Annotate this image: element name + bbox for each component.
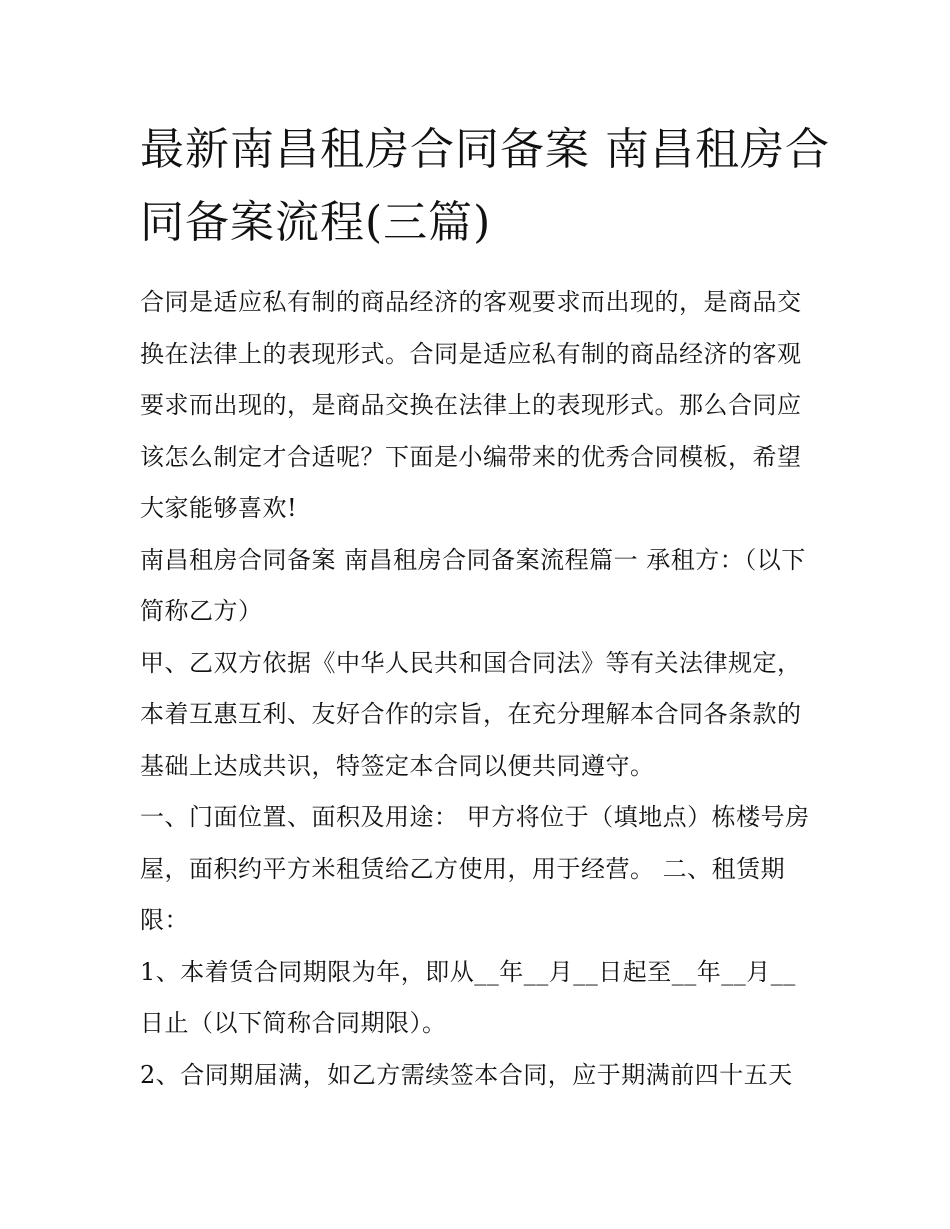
document-body bbox=[140, 277, 820, 1101]
paragraph-term-1: 1、本着赁合同期限为年，即从__年__月__日起至__年__月__日止（以下简称合同期限）。 bbox=[140, 957, 796, 1037]
paragraph-lessee: 南昌租房合同备案 南昌租房合同备案流程篇一 承租方：（以下简称乙方） bbox=[140, 545, 806, 625]
paragraph-term-2: 2、合同期届满，如乙方需续签本合同，应于期满前四十五天 bbox=[140, 1060, 793, 1089]
document-title: 最新南昌租房合同备案 南昌租房合同备案流程(三篇) bbox=[140, 124, 830, 248]
paragraph-clause-1: 一、门面位置、面积及用途： 甲方将位于（填地点）栋楼号房屋，面积约平方米租赁给乙方使用，用于经营。 二、租赁期限： bbox=[140, 803, 810, 934]
paragraph-intro: 合同是适应私有制的商品经济的客观要求而出现的，是商品交换在法律上的表现形式。合同是适应私有制的商品经济的客观要求而出现的，是商品交换在法律上的表现形式。那么合同应该怎么制定才合适呢？下面是小编带来的优秀合同模板，希望大家能够喜欢! bbox=[140, 288, 802, 522]
paragraph-preamble: 甲、乙双方依据《中华人民共和国合同法》等有关法律规定，本着互惠互利、友好合作的宗旨，在充分理解本合同各条款的基础上达成共识，特签定本合同以便共同遵守。 bbox=[140, 648, 802, 780]
